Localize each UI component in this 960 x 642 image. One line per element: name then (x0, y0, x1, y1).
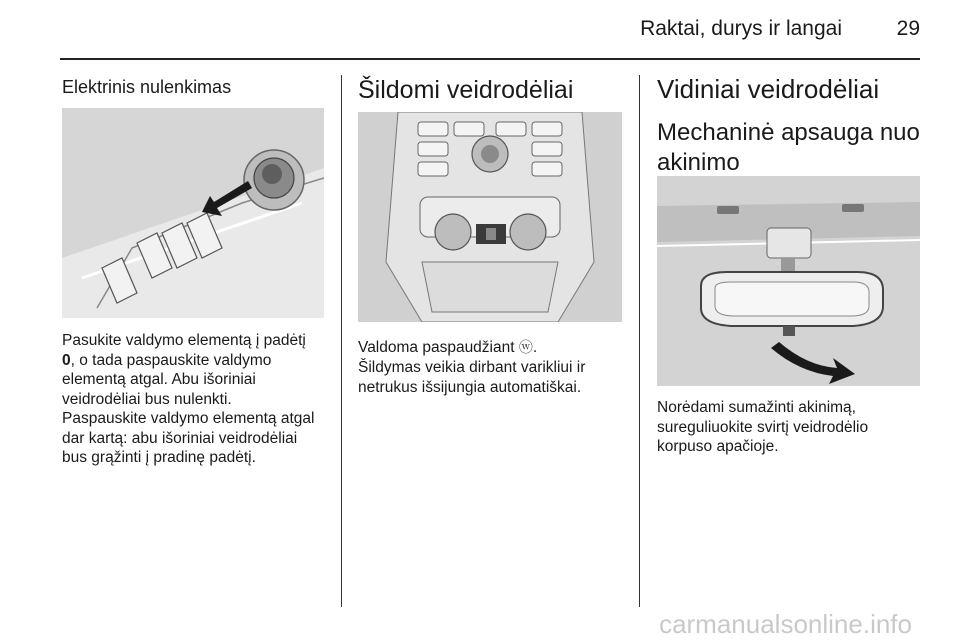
rearview-mirror-drawing (657, 176, 920, 386)
text-line: veidrodėliai bus nulenkti. (62, 390, 232, 408)
text-line: Paspauskite valdymo elementą atgal (62, 410, 315, 427)
heated-mirror-icon: ⓦ (518, 340, 533, 356)
paragraph-heated-control (358, 338, 638, 359)
text-line: sureguliuokite svirtį veidrodėlio (657, 418, 869, 436)
header-title: Raktai, durys ir langai (640, 17, 842, 40)
subheading-anti-glare (657, 118, 920, 178)
paragraph-fold-instructions (62, 331, 342, 409)
page-header (0, 0, 960, 58)
rearview-mirror-illustration (657, 176, 920, 386)
door-switch-drawing (62, 108, 324, 318)
text-span: , o tada paspauskite valdymo (70, 351, 272, 369)
section-heading-interior-mirrors: Vidiniai veidrodėliai (657, 74, 880, 104)
text-span: . (532, 339, 538, 356)
header-rule (60, 58, 920, 60)
center-console-drawing (358, 112, 622, 322)
watermark: carmanualsonline.info (659, 609, 912, 639)
text-line (62, 351, 342, 371)
text-line: elementą atgal. Abu išoriniai (62, 371, 256, 388)
text-line: bus grąžinti į pradinę padėtį. (62, 449, 256, 466)
column-divider-2 (639, 75, 640, 607)
text-line: Pasukite valdymo elementą į padėtį (62, 332, 306, 349)
text-line: korpuso apačioje. (657, 438, 779, 455)
text-line: Mechaninė apsauga nuo (657, 119, 920, 146)
page-number: 29 (896, 17, 920, 40)
door-switch-illustration (62, 108, 324, 318)
text-line: Šildymas veikia dirbant varikliui ir (358, 359, 586, 376)
text-line: netrukus išsijungia automatiškai. (358, 378, 582, 396)
paragraph-unfold-instructions (62, 409, 342, 468)
paragraph-heated-operation (358, 358, 638, 397)
text-line: Norėdami sumažinti akinimą, (657, 399, 856, 416)
section-heading-electric-folding: Elektrinis nulenkimas (62, 77, 232, 97)
text-line: dar kartą: abu išoriniai veidrodėliai (62, 429, 298, 447)
text-line: akinimo (657, 149, 740, 176)
text-span: Valdoma paspaudžiant (358, 339, 515, 356)
section-heading-heated-mirrors: Šildomi veidrodėliai (358, 76, 574, 104)
position-zero: 0 (62, 351, 71, 369)
center-console-illustration (358, 112, 622, 322)
paragraph-anti-glare-instructions (657, 398, 937, 457)
